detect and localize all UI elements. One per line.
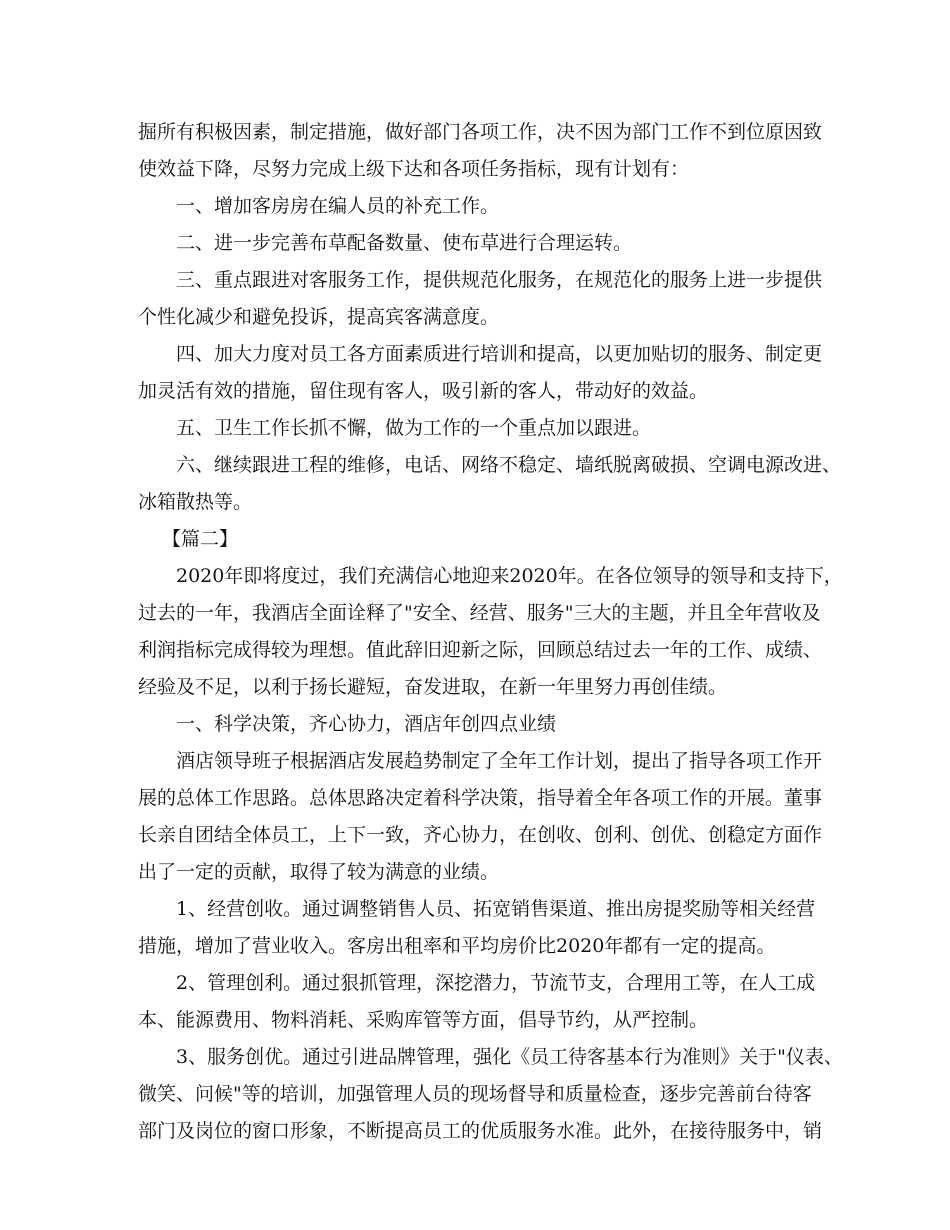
paragraph-line: 长亲自团结全体员工，上下一致，齐心协力，在创收、创利、创优、创稳定方面作 xyxy=(138,824,823,846)
paragraph-line: 微笑、问候"等的培训，加强管理人员的现场督导和质量检查，逐步完善前台待客 xyxy=(138,1083,812,1105)
paragraph-line: 冰箱散热等。 xyxy=(138,491,253,513)
list-item: 1、经营创收。通过调整销售人员、拓宽销售渠道、推出房提奖励等相关经营 xyxy=(176,898,816,920)
paragraph-line: 本、能源费用、物料消耗、采购库管等方面，倡导节约，从严控制。 xyxy=(138,1009,709,1031)
paragraph-line: 掘所有积极因素，制定措施，做好部门各项工作，决不因为部门工作不到位原因致 xyxy=(138,121,823,143)
paragraph-line: 加灵活有效的措施，留住现有客人，吸引新的客人，带动好的效益。 xyxy=(138,380,709,402)
subsection-heading: 一、科学决策，齐心协力，酒店年创四点业绩 xyxy=(176,713,557,735)
list-item: 六、继续跟进工程的维修，电话、网络不稳定、墙纸脱离破损、空调电源改进、 xyxy=(176,454,842,476)
paragraph-line: 过去的一年，我酒店全面诠释了"安全、经营、服务"三大的主题，并且全年营收及 xyxy=(138,602,821,624)
paragraph-line: 个性化减少和避免投诉，提高宾客满意度。 xyxy=(138,306,500,328)
list-item: 五、卫生工作长抓不懈，做为工作的一个重点加以跟进。 xyxy=(176,417,652,439)
list-item: 三、重点跟进对客服务工作，提供规范化服务，在规范化的服务上进一步提供 xyxy=(176,269,823,291)
list-item: 3、服务创优。通过引进品牌管理，强化《员工待客基本行为准则》关于"仪表、 xyxy=(176,1046,843,1068)
paragraph-line: 利润指标完成得较为理想。值此辞旧迎新之际，回顾总结过去一年的工作、成绩、 xyxy=(138,639,823,661)
paragraph-line: 措施，增加了营业收入。客房出租率和平均房价比2020年都有一定的提高。 xyxy=(138,935,776,957)
paragraph-line: 部门及岗位的窗口形象，不断提高员工的优质服务水准。此外，在接待服务中，销 xyxy=(138,1120,823,1142)
paragraph-line: 使效益下降，尽努力完成上级下达和各项任务指标，现有计划有： xyxy=(138,158,690,180)
paragraph-line: 出了一定的贡献，取得了较为满意的业绩。 xyxy=(138,861,500,883)
list-item: 二、进一步完善布草配备数量、使布草进行合理运转。 xyxy=(176,232,633,254)
list-item: 一、增加客房房在编人员的补充工作。 xyxy=(176,195,500,217)
paragraph-line: 2020年即将度过，我们充满信心地迎来2020年。在各位领导的领导和支持下， xyxy=(176,565,843,587)
paragraph-line: 展的总体工作思路。总体思路决定着科学决策，指导着全年各项工作的开展。董事 xyxy=(138,787,823,809)
paragraph-line: 酒店领导班子根据酒店发展趋势制定了全年工作计划，提出了指导各项工作开 xyxy=(176,750,823,772)
paragraph-line: 经验及不足，以利于扬长避短，奋发进取，在新一年里努力再创佳绩。 xyxy=(138,676,728,698)
section-heading: 【篇二】 xyxy=(162,528,239,550)
list-item: 2、管理创利。通过狠抓管理，深挖潜力，节流节支，合理用工等，在人工成 xyxy=(176,972,816,994)
list-item: 四、加大力度对员工各方面素质进行培训和提高，以更加贴切的服务、制定更 xyxy=(176,343,823,365)
document-body xyxy=(138,118,843,1154)
